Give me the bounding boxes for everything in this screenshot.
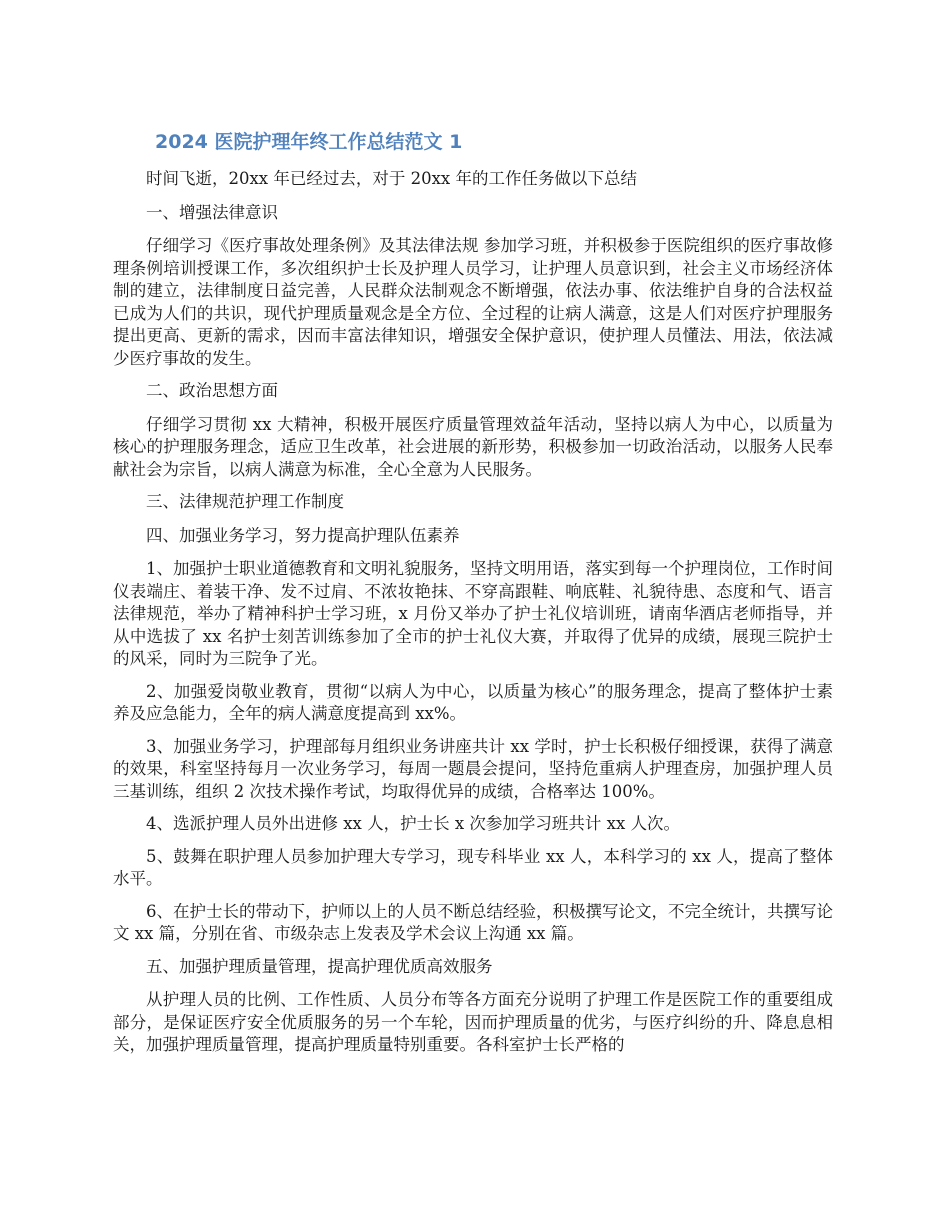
list-item-6: 6、在护士长的带动下，护师以上的人员不断总结经验，积极撰写论文，不完全统计，共撰写论文 xx 篇，分别在省、市级杂志上发表及学术会议上沟通 xx 篇。 bbox=[113, 901, 833, 943]
paragraph-legal-awareness: 仔细学习《医疗事故处理条例》及其法律法规 参加学习班，并积极参于医院组织的医疗事故修理条例培训授课工作，多次组织护士长及护理人员学习，让护理人员意识到，社会主义市场经济体制的建立，法律制度日益完善，人民群众法制观念不断增强，依法办事、依法维护自身的合法权益已成为人们的共识，现代护理质量观念是全方位、全过程的让病人满意，这是人们对医疗护理服务提出更高、更新的需求，因而丰富法律知识，增强安全保护意识，使护理人员懂法、用法，依法减少医疗事故的发生。 bbox=[113, 236, 833, 368]
paragraph-political-thought: 仔细学习贯彻 xx 大精神，积极开展医疗质量管理效益年活动，坚持以病人为中心，以质量为核心的护理服务理念，适应卫生改革，社会进展的新形势，积极参加一切政治活动，以服务人民奉献社会为宗旨，以病人满意为标准，全心全意为人民服务。 bbox=[113, 414, 833, 479]
section-heading-1: 一、增强法律意识 bbox=[146, 202, 278, 222]
section-heading-4: 四、加强业务学习，努力提高护理队伍素养 bbox=[146, 525, 460, 545]
section-heading-3: 三、法律规范护理工作制度 bbox=[146, 492, 344, 511]
section-heading-2: 二、政治思想方面 bbox=[146, 381, 278, 400]
list-item-5: 5、鼓舞在职护理人员参加护理大专学习，现专科毕业 xx 人，本科学习的 xx 人，提高了整体水平。 bbox=[113, 846, 833, 888]
document-body bbox=[113, 168, 833, 1067]
intro-paragraph: 时间飞逝，20xx 年已经过去，对于 20xx 年的工作任务做以下总结 bbox=[146, 169, 637, 188]
list-item-2: 2、加强爱岗敬业教育，贯彻“以病人为中心，以质量为核心”的服务理念，提高了整体护士素养及应急能力，全年的病人满意度提高到 xx%。 bbox=[113, 681, 833, 723]
list-item-3: 3、加强业务学习，护理部每月组织业务讲座共计 xx 学时，护士长积极仔细授课，获得了满意的效果，科室坚持每月一次业务学习，每周一题晨会提问，坚持危重病人护理查房，加强护理人员三基训练，组织 2 次技术操作考试，均取得优异的成绩，合格率达 100%。 bbox=[113, 736, 833, 801]
section-heading-5: 五、加强护理质量管理，提高护理优质高效服务 bbox=[146, 956, 493, 976]
list-item-1: 1、加强护士职业道德教育和文明礼貌服务，坚持文明用语，落实到每一个护理岗位，工作时间仪表端庄、着装干净、发不过肩、不浓妆艳抹、不穿高跟鞋、响底鞋、礼貌待患、态度和气、语言法律规范，举办了精神科护士学习班，x 月份又举办了护士礼仪培训班，请南华酒店老师指导，并从中选拔了 xx 名护士刻苦训练参加了全市的护士礼仪大赛，并取得了优异的成绩，展现三院护士的风采，同时为三院争了光。 bbox=[113, 559, 833, 668]
paragraph-quality-management: 从护理人员的比例、工作性质、人员分布等各方面充分说明了护理工作是医院工作的重要组成部分，是保证医疗安全优质服务的另一个车轮，因而护理质量的优劣，与医疗纠纷的升、降息息相关，加强护理质量管理，提高护理质量特别重要。各科室护士长严格的 bbox=[113, 990, 833, 1054]
document-title: 2024 医院护理年终工作总结范文 1 bbox=[155, 131, 463, 153]
list-item-4: 4、选派护理人员外出进修 xx 人，护士长 x 次参加学习班共计 xx 人次。 bbox=[146, 814, 680, 833]
